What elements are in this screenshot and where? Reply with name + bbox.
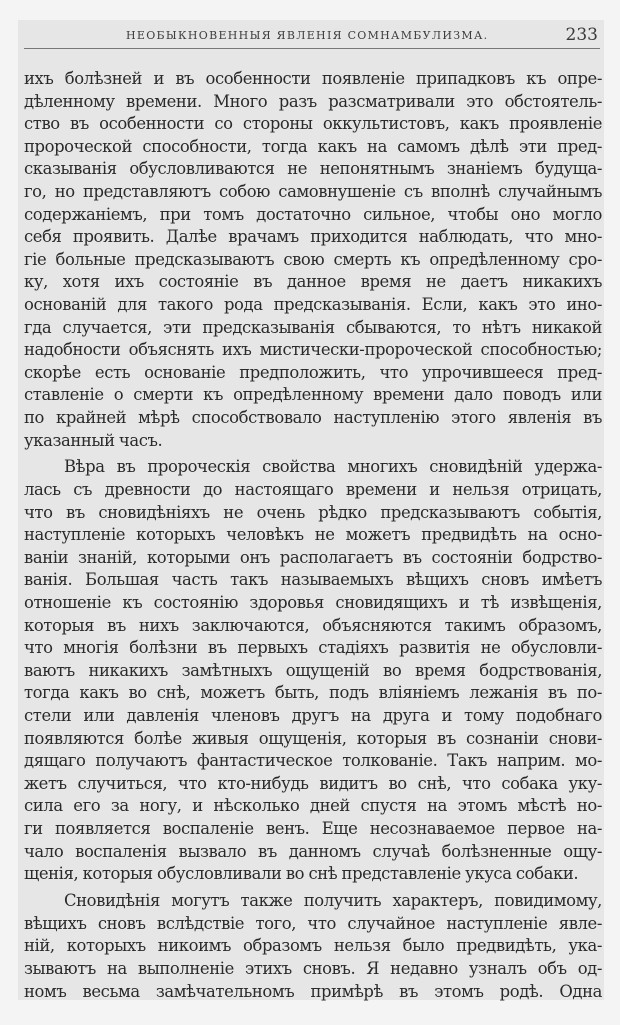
running-header xyxy=(18,24,604,48)
header-rule xyxy=(24,48,600,49)
text-line: ваніи знаній, которыми онъ располагаетъ въ состояніи бодрство- xyxy=(24,547,602,567)
text-line: наступленіе которыхъ человѣкъ не можетъ предвидѣть на осно- xyxy=(24,525,602,545)
text-line: вѣщихъ сновъ вслѣдствіе того, что случайное наступленіе явле- xyxy=(24,913,602,933)
text-line: появляются болѣе живыя ощущенія, которыя въ сознаніи снови- xyxy=(24,728,602,748)
text-line: го, но представляютъ собою самовнушеніе съ вполнѣ случайнымъ xyxy=(24,181,602,201)
text-line: Вѣра въ пророческія свойства многихъ сновидѣній удержа- xyxy=(64,457,602,477)
text-line: стели или давленія членовъ другъ на друга и тому подобнаго xyxy=(24,706,602,726)
text-line: жетъ случиться, что кто-нибудь видитъ во снѣ, что собака уку- xyxy=(24,773,602,793)
text-line: скорѣе есть основаніе предположить, что упрочившееся пред- xyxy=(24,362,602,382)
text-line: ставленіе о смерти къ опредѣленному времени дало поводъ или xyxy=(24,385,602,405)
text-line: сказыванія обусловливаются не непонятнымъ знаніемъ будуща- xyxy=(24,159,602,179)
text-line: по крайней мѣрѣ способствовало наступленію этого явленія въ xyxy=(24,407,602,427)
page-number: 233 xyxy=(565,25,598,45)
text-line: ній, которыхъ никоимъ образомъ нельзя было предвидѣть, ука- xyxy=(24,936,602,956)
text-line: ваютъ никакихъ замѣтныхъ ощущеній во время бодрствованія, xyxy=(24,660,602,680)
text-line: Сновидѣнія могутъ также получить характеръ, повидимому, xyxy=(64,891,602,911)
text-line: указанный часъ. xyxy=(24,430,163,450)
text-line: ихъ болѣзней и въ особенности появленіе припадковъ къ опре- xyxy=(24,69,602,88)
text-line: ванія. Большая часть такъ называемыхъ вѣщихъ сновъ имѣетъ xyxy=(24,570,602,590)
text-line: зываютъ на выполненіе этихъ сновъ. Я недавно узналъ объ од- xyxy=(24,958,602,978)
text-line: что въ сновидѣніяхъ не очень рѣдко предсказываютъ событія, xyxy=(24,502,602,522)
text-line: тогда какъ во снѣ, можетъ быть, подъ вліяніемъ лежанія въ по- xyxy=(24,683,602,703)
text-line: пророческой способности, тогда какъ на самомъ дѣлѣ эти пред- xyxy=(24,136,602,156)
text-line: отношеніе къ состоянію здоровья сновидящихъ и тѣ извѣщенія, xyxy=(24,593,602,613)
body-text xyxy=(24,68,602,1003)
text-line: гіе больные предсказываютъ свою смерть къ опредѣленному сро- xyxy=(24,249,602,269)
book-page xyxy=(18,20,604,1000)
text-line: ги появляется воспаленіе венъ. Еще несознаваемое первое на- xyxy=(24,818,602,838)
paragraph xyxy=(24,890,602,1003)
text-line: содержаніемъ, при томъ достаточно сильное, чтобы оно могло xyxy=(24,204,602,224)
text-line: чало воспаленія вызвало въ данномъ случаѣ болѣзненные ощу- xyxy=(24,841,602,861)
text-line: гда случается, эти предсказыванія сбываются, то нѣтъ никакой xyxy=(24,317,602,337)
text-line: ку, хотя ихъ состояніе въ данное время не даетъ никакихъ xyxy=(24,272,602,292)
text-line: которыя въ нихъ заключаются, объясняются такимъ образомъ, xyxy=(24,615,602,635)
text-line: что многія болѣзни въ первыхъ стадіяхъ развитія не обусловли- xyxy=(24,638,602,658)
text-line: номъ весьма замѣчательномъ примѣрѣ въ этомъ родѣ. Одна xyxy=(24,981,602,1001)
text-line: сила его за ногу, и нѣсколько дней спустя на этомъ мѣстѣ но- xyxy=(24,796,602,816)
text-line: основаній для такого рода предсказыванія. Если, какъ это ино- xyxy=(24,294,602,314)
text-line: надобности объяснять ихъ мистически-пророческой способностью; xyxy=(24,340,602,360)
text-line: себя проявить. Далѣе врачамъ приходится наблюдать, что мно- xyxy=(24,227,602,247)
text-line: щенія, которыя обусловливали во снѣ представленіе укуса собаки. xyxy=(24,864,579,884)
text-line: дящаго получаютъ фантастическое толкованіе. Такъ наприм. мо- xyxy=(24,751,602,771)
paragraph xyxy=(24,456,602,885)
text-line: дѣленному времени. Много разъ разсматривали это обстоятель- xyxy=(24,91,602,111)
paragraph xyxy=(24,68,602,452)
text-line: ство въ особенности со стороны оккультистовъ, какъ проявленіе xyxy=(24,114,602,134)
text-line: лась съ древности до настоящаго времени и нельзя отрицать, xyxy=(24,480,602,500)
running-title: НЕОБЫКНОВЕННЫЯ ЯВЛЕНІЯ СОМНАМБУЛИЗМА. xyxy=(126,29,489,42)
